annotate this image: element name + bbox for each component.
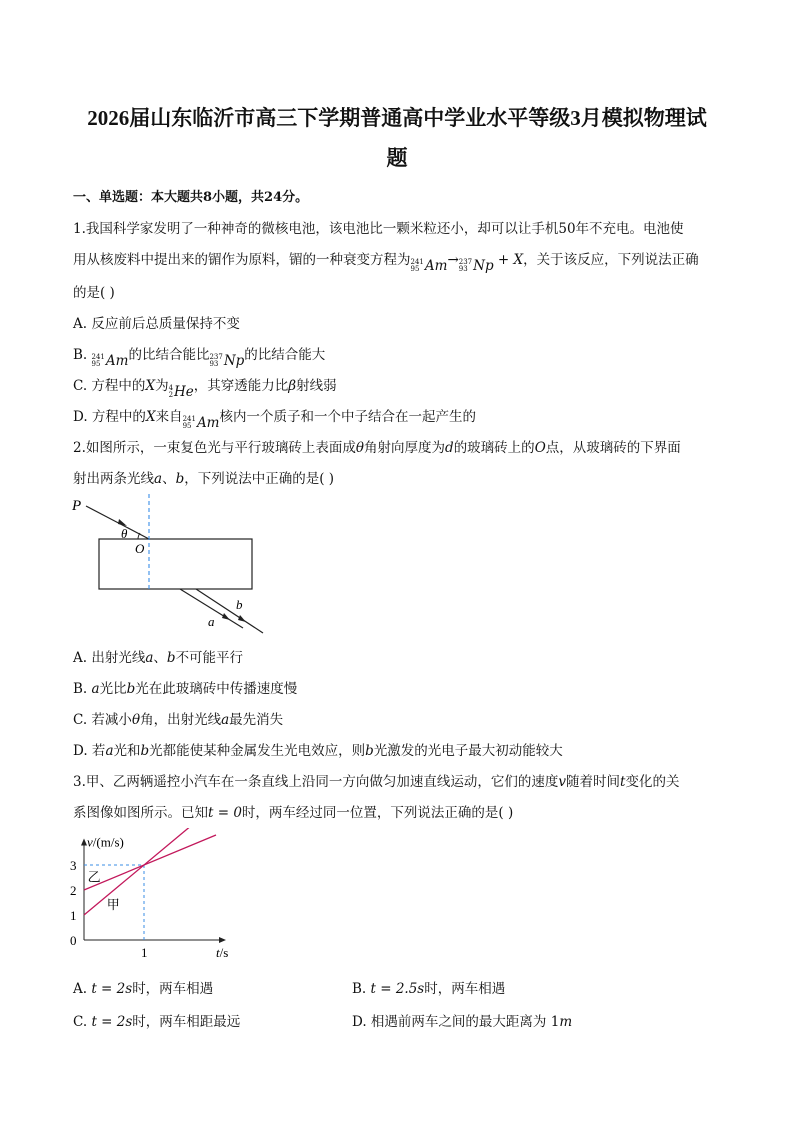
q2-option-d: D. 若a光和b光都能使某种金属发生光电效应，则b光激发的光电子最大初动能较大 <box>73 743 563 759</box>
nuclide-np: 237 93 Np <box>458 258 494 274</box>
q3-stem-line1: 3.甲、乙两辆遥控小汽车在一条直线上沿同一方向做匀加速直线运动，它们的速度v随着时间t变化的关 <box>73 774 680 790</box>
q3-option-c: C. t = 2s时，两车相距最远 <box>73 1014 241 1030</box>
label-P: P <box>72 498 82 514</box>
x-tick-label: 1 <box>141 945 148 960</box>
nuclide-np: 237 93 Np <box>209 353 245 369</box>
x-axis-label: t/s <box>216 945 228 960</box>
q3-option-a: A. t = 2s时，两车相遇 <box>73 981 214 997</box>
page-title-continued: 题 <box>386 146 408 170</box>
q2-stem-line1: 2.如图所示，一束复色光与平行玻璃砖上表面成θ角射向厚度为d的玻璃砖上的O点，从玻璃砖的下界面 <box>73 440 681 456</box>
label-theta: θ <box>121 526 128 541</box>
series-label-jia: 甲 <box>106 896 120 912</box>
q1-text: ，关于该反应，下列说法正确 <box>523 252 699 268</box>
q1-option-c: C. 方程中的X为 4 2 He ，其穿透能力比β射线弱 <box>73 378 337 400</box>
label-b: b <box>236 597 243 612</box>
q1-eq-plus: + X <box>493 252 524 268</box>
q2-option-a: A. 出射光线a、b不可能平行 <box>73 650 244 666</box>
x-axis-arrow-icon <box>219 937 226 943</box>
glass-brick-diagram <box>68 492 278 638</box>
q3-option-d: D. 相遇前两车之间的最大距离为 1m <box>352 1014 573 1030</box>
nuclide-am: 241 95 Am <box>182 415 220 431</box>
q1-stem-line1: 1.我国科学家发明了一种神奇的微核电池，该电池比一颗米粒还小，却可以让手机50年不充电。电池使 <box>73 221 684 237</box>
q1-option-d: D. 方程中的X来自 241 95 Am 核内一个质子和一个中子结合在一起产生的 <box>73 409 476 431</box>
y-axis-label: v/(m/s) <box>87 834 124 850</box>
y-tick-label: 2 <box>70 883 77 898</box>
velocity-time-chart <box>58 828 228 964</box>
label-a: a <box>208 614 215 629</box>
ray-b-arrow-icon <box>238 615 246 622</box>
series-label-yi: 乙 <box>87 869 101 885</box>
section-heading: 一、单选题：本大题共8小题，共24分。 <box>73 190 309 205</box>
label-O: O <box>135 541 145 556</box>
q1-option-a: A. 反应前后总质量保持不变 <box>73 316 240 332</box>
q2-option-c: C. 若减小θ角，出射光线a最先消失 <box>73 712 284 728</box>
y-tick-label: 3 <box>70 858 77 873</box>
q1-stem-line2 <box>73 248 699 274</box>
glass-brick <box>99 539 252 589</box>
q3-option-b: B. t = 2.5s时，两车相遇 <box>352 981 506 997</box>
y-tick-label: 0 <box>70 933 77 948</box>
page-title: 2026届山东临沂市高三下学期普通高中学业水平等级3月模拟物理试 <box>87 106 707 130</box>
q1-stem-line3: 的是( ) <box>73 285 115 301</box>
exit-ray-b <box>196 589 263 633</box>
incident-arrow-icon <box>118 519 127 526</box>
nuclide-he: 4 2 He <box>168 384 194 400</box>
q3-stem-line2: 系图像如图所示。已知t = 0时，两车经过同一位置，下列说法正确的是( ) <box>73 805 514 821</box>
arrow-icon: → <box>447 252 459 268</box>
q1-text: 用从核废料中提出来的镅作为原料，镅的一种衰变方程为 <box>73 252 411 268</box>
q2-option-b: B. a光比b光在此玻璃砖中传播速度慢 <box>73 681 298 697</box>
nuclide-am: 241 95 Am <box>91 353 129 369</box>
q2-stem-line2: 射出两条光线a、b，下列说法中正确的是( ) <box>73 471 335 487</box>
nuclide-am: 241 95 Am <box>410 258 448 274</box>
y-tick-label: 1 <box>70 908 77 923</box>
ray-a-arrow-icon <box>222 613 230 620</box>
q1-option-b: B. 241 95 Am 的比结合能比 237 93 Np 的比结合能大 <box>73 347 326 369</box>
